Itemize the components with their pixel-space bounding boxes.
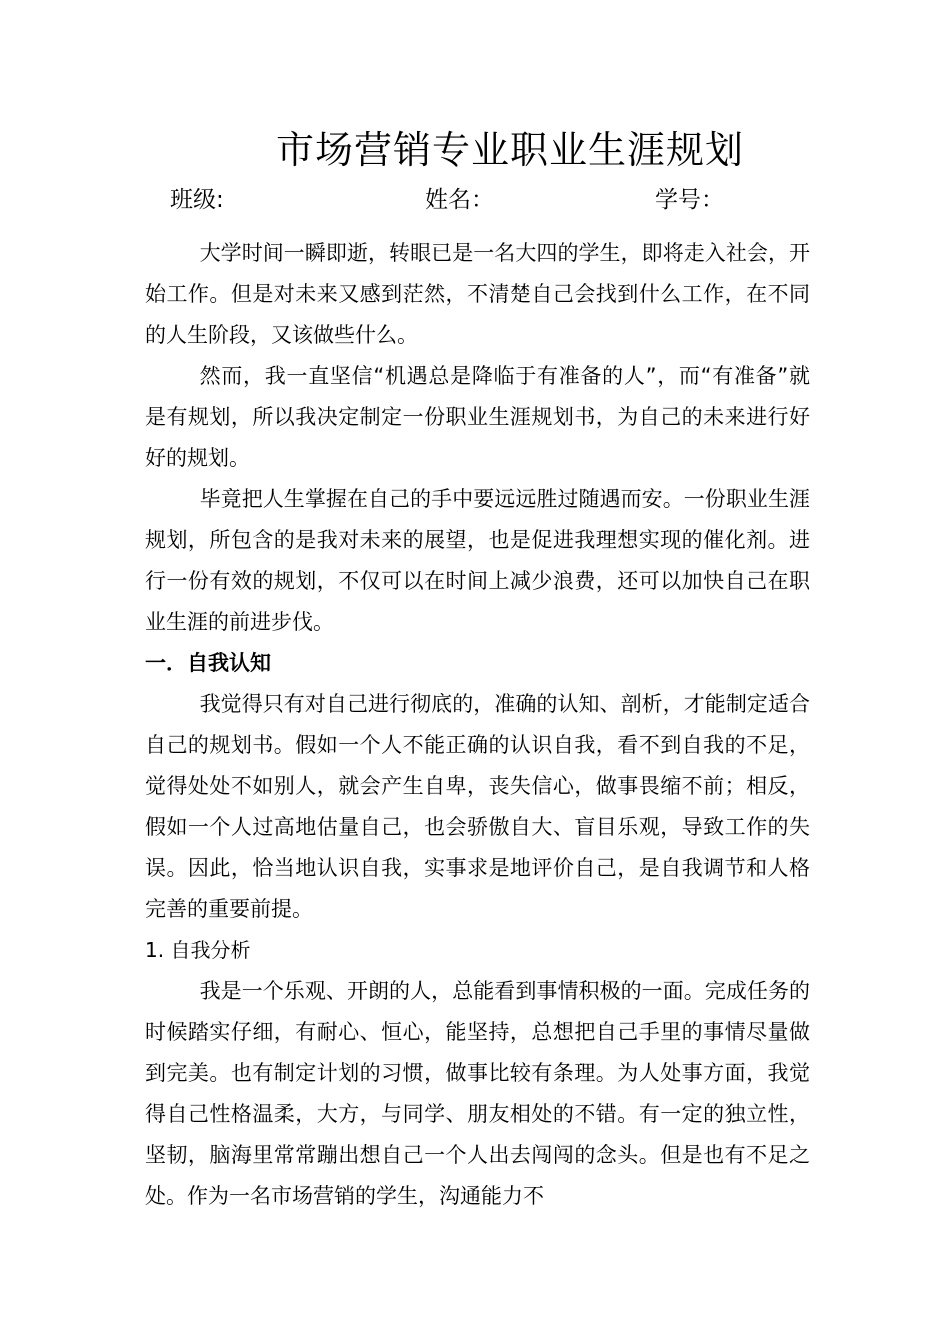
- section-heading-self-awareness: 一．自我认知: [145, 651, 271, 675]
- student-id-label: 学号：: [655, 187, 724, 213]
- paragraph-intro-3: 毕竟把人生掌握在自己的手中要远远胜过随遇而安。一份职业生涯规划，所包含的是我对未来的展望，也是促进我理想实现的催化剂。进行一份有效的规划，不仅可以在时间上减少浪费，还可以加快自己在职业生涯的前进步伐。: [145, 487, 810, 634]
- name-label: 姓名：: [425, 187, 494, 213]
- paragraph-intro-2: 然而，我一直坚信“机遇总是降临于有准备的人”，而“有准备”就是有规划，所以我决定制定一份职业生涯规划书，为自己的未来进行好好的规划。: [145, 364, 810, 470]
- paragraph-self-analysis: 我是一个乐观、开朗的人，总能看到事情积极的一面。完成任务的时候踏实仔细，有耐心、恒心，能坚持，总想把自己手里的事情尽量做到完美。也有制定计划的习惯，做事比较有条理。为人处事方面，我觉得自己性格温柔，大方，与同学、朋友相处的不错。有一定的独立性，坚韧，脑海里常常蹦出想自己一个人出去闯闯的念头。但是也有不足之处。作为一名市场营销的学生，沟通能力不: [145, 979, 810, 1208]
- paragraph-intro-1: 大学时间一瞬即逝，转眼已是一名大四的学生，即将走入社会，开始工作。但是对未来又感到茫然，不清楚自己会找到什么工作，在不同的人生阶段，又该做些什么。: [145, 241, 810, 347]
- subsection-heading-self-analysis: 1. 自我分析: [145, 938, 251, 962]
- paragraph-self-awareness: 我觉得只有对自己进行彻底的，准确的认知、剖析，才能制定适合自己的规划书。假如一个人不能正确的认识自我，看不到自我的不足，觉得处处不如别人，就会产生自卑，丧失信心，做事畏缩不前；相反，假如一个人过高地估量自己，也会骄傲自大、盲目乐观，导致工作的失误。因此，恰当地认识自我，实事求是地评价自己，是自我调节和人格完善的重要前提。: [145, 692, 810, 921]
- document-title: 市场营销专业职业生涯规划: [275, 128, 744, 172]
- class-label: 班级:: [170, 187, 224, 213]
- document-body: [145, 233, 810, 1217]
